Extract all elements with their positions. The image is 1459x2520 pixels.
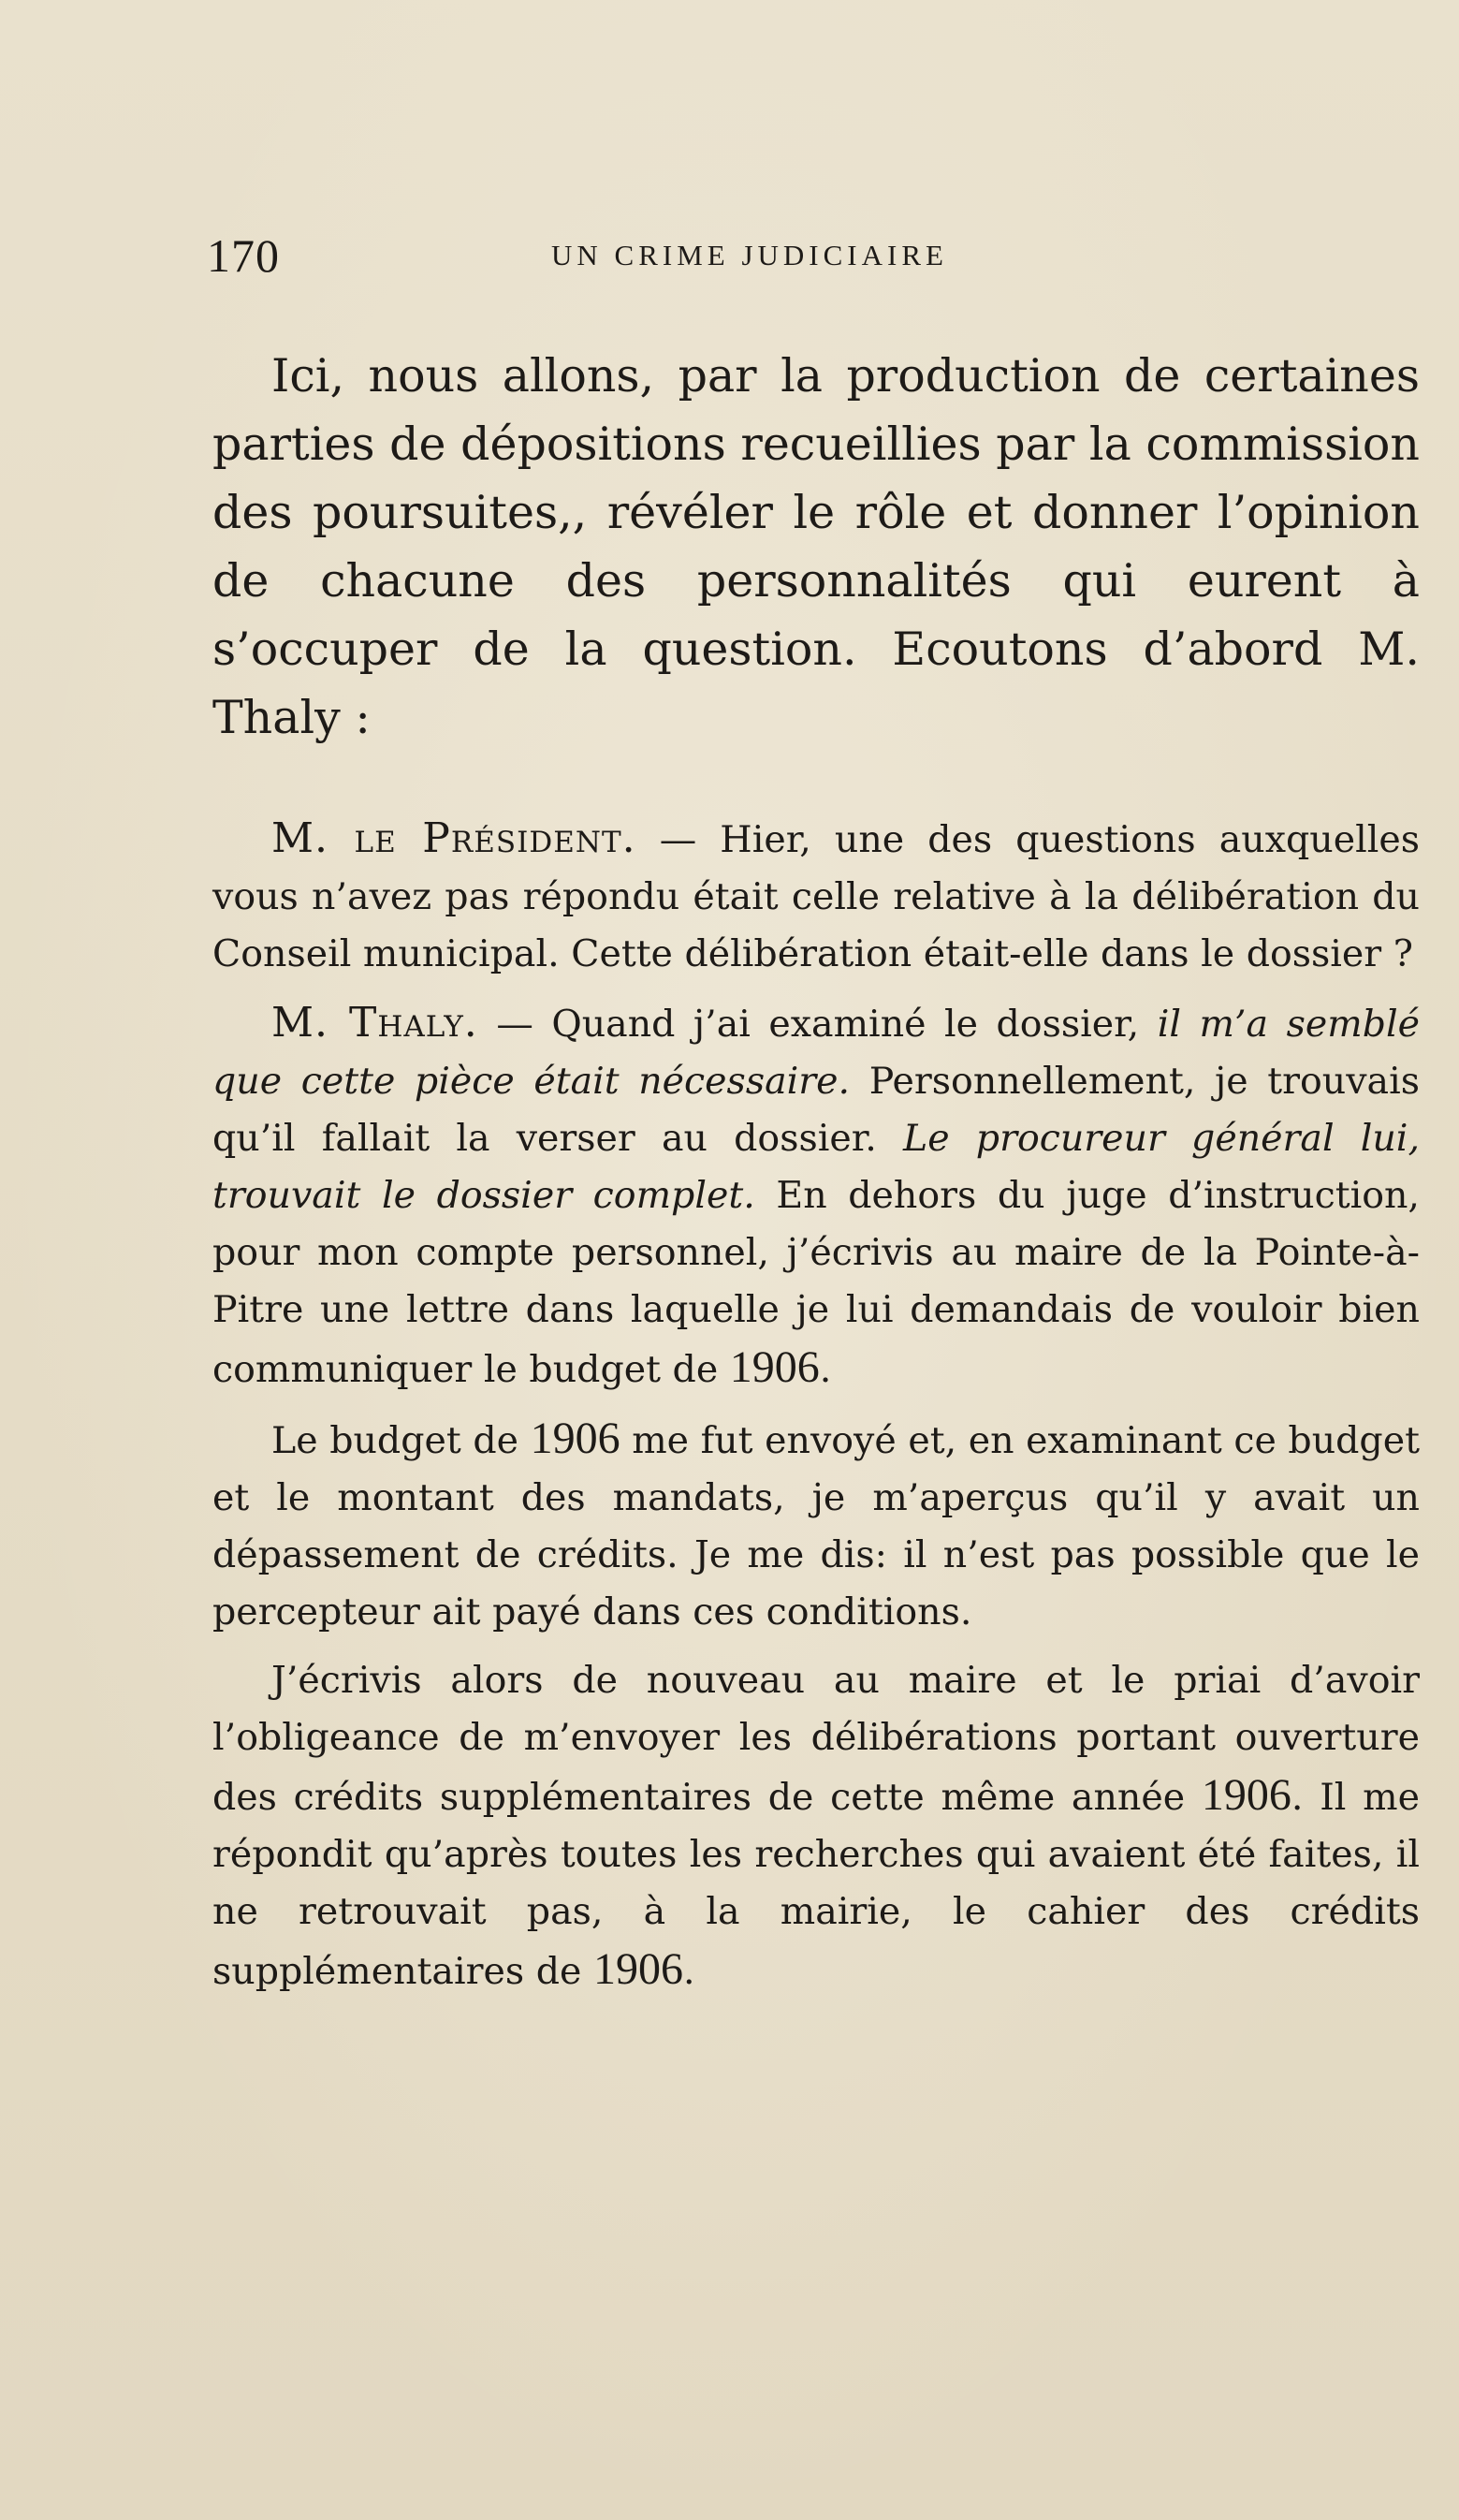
thaly-reply-part-3: En dehors du juge d’instruction, pour mon compte personnel, j’écrivis au maire de la Pointe-à-Pitre une lettre dans laquelle je lui demandais de vouloir bien communiquer le budget de <box>212 1174 1420 1391</box>
letter-paragraph <box>212 1652 1420 2000</box>
thaly-italic-remark-2: Le procureur général lui, trouvait le dossier complet. <box>212 1117 1421 1217</box>
letter-paragraph-start: J’écrivis alors de nouveau au maire et le priai d’avoir l’obligeance de m’envoyer les délibérations portant ouverture des crédits supplémentaires de cette même année <box>212 1659 1420 1819</box>
thaly-speaker: M. Thaly. <box>271 999 478 1047</box>
intro-paragraph: Ici, nous allons, par la production de certaines parties de dépositions recueillies par la commission des poursuites,, révéler le rôle et donner l’opinion de chacune des personnalités qui eurent à s’occuper de la question. Ecoutons d’abord M. Thaly : <box>212 349 1420 744</box>
thaly-reply-paragraph <box>212 994 1420 1399</box>
sentence-period: . <box>1291 1776 1304 1819</box>
thaly-reply-part-2: Personnellement, je trouvais qu’il fallait la verser au dossier. <box>212 1060 1420 1160</box>
year-1906-first: 1906 <box>729 1342 820 1392</box>
budget-paragraph-end: me fut envoyé et, en examinant ce budget et le montant des mandats, je m’aperçus qu’il y avait un dépassement de crédits. Je me dis: il n’est pas possible que le percepteur ait payé dans ces conditions. <box>212 1419 1420 1634</box>
testimony-text <box>212 810 1420 2012</box>
budget-paragraph-start: Le budget de <box>271 1419 518 1462</box>
introductory-text <box>212 342 1420 752</box>
president-speaker: M. le Président. <box>271 814 636 862</box>
thaly-reply-part-1: — Quand j’ai examiné le dossier, <box>496 1003 1140 1046</box>
page-number: 170 <box>207 229 280 282</box>
page-header <box>207 223 1423 288</box>
running-head: UN CRIME JUDICIAIRE <box>551 239 948 271</box>
year-1906-third: 1906 <box>1201 1770 1291 1820</box>
year-1906-fourth: 1906 <box>592 1944 683 1994</box>
budget-paragraph <box>212 1410 1420 1641</box>
sentence-period: . <box>819 1348 832 1391</box>
year-1906-second: 1906 <box>530 1414 620 1463</box>
president-question-paragraph <box>212 810 1420 983</box>
thaly-italic-remark-1: il m’a semblé que cette pièce était nécessaire. <box>212 1003 1420 1103</box>
president-question: — Hier, une des questions auxquelles vous n’avez pas répondu était celle relative à la délibération du Conseil municipal. Cette délibération était-elle dans le dossier ? <box>212 818 1421 975</box>
final-period: . <box>682 1950 695 1993</box>
letter-paragraph-end: Il me répondit qu’après toutes les recherches qui avaient été faites, il ne retrouvait pas, à la mairie, le cahier des crédits supplémentaires de <box>212 1776 1421 1993</box>
